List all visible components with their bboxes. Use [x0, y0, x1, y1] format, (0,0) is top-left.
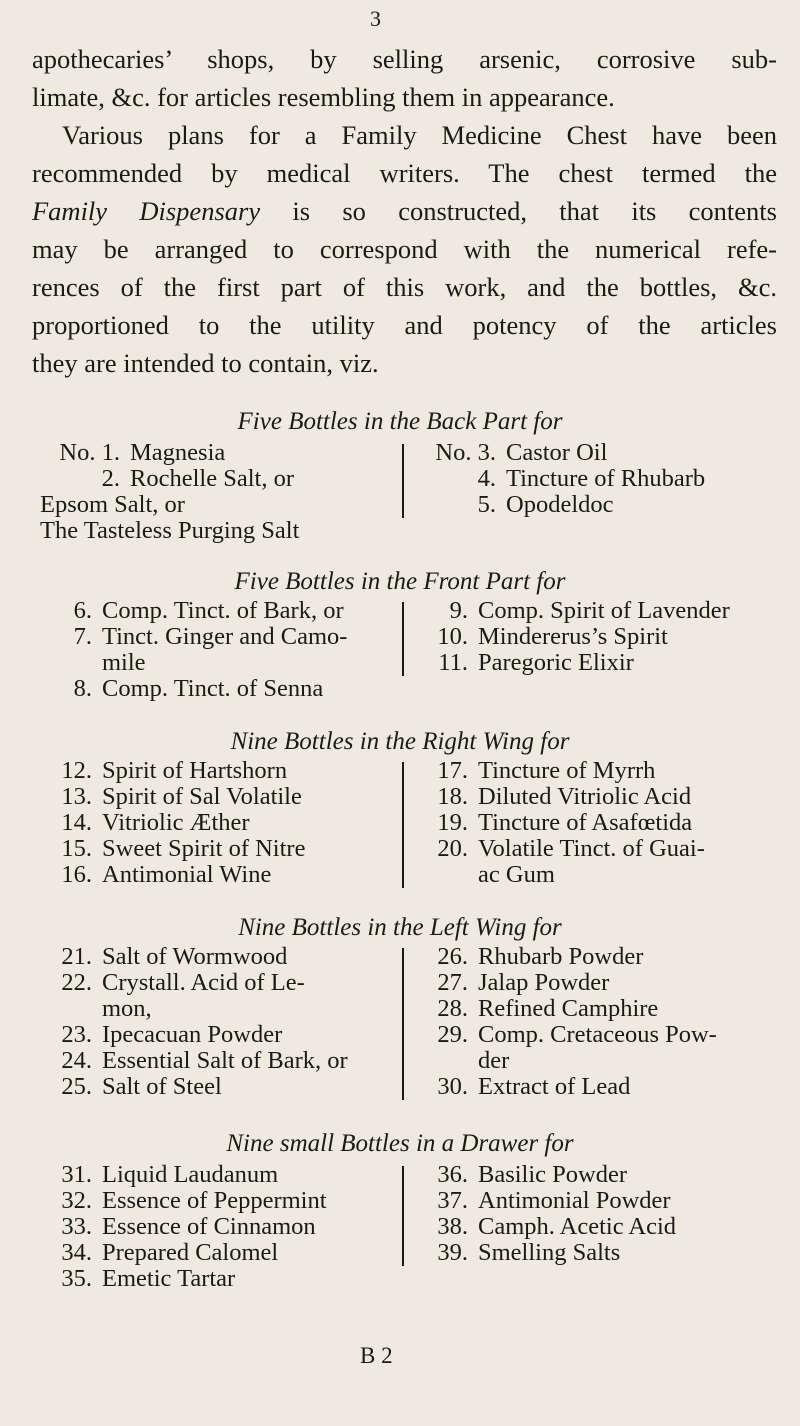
- list-item: 37. Antimonial Powder: [437, 1187, 671, 1214]
- intro-line: recommended by medical writers. The chest termed the: [32, 158, 777, 188]
- list-item: 18. Diluted Vitriolic Acid: [437, 783, 692, 810]
- intro-line: they are intended to contain, viz.: [32, 348, 379, 378]
- section-drawer: [40, 1162, 780, 1302]
- list-item-continuation: mon,: [102, 995, 152, 1022]
- section-title: Five Bottles in the Front Part for: [234, 568, 566, 595]
- list-item: 35. Emetic Tartar: [61, 1265, 236, 1292]
- column-divider: [402, 444, 404, 518]
- list-item: 25. Salt of Steel: [61, 1073, 222, 1100]
- list-item: 26. Rhubarb Powder: [437, 943, 644, 970]
- column-divider: [402, 948, 404, 1100]
- intro-paragraph-1: [32, 40, 777, 116]
- emphasis: Family Dispensary: [32, 196, 261, 226]
- list-item: 6. Comp. Tinct. of Bark, or: [73, 597, 344, 624]
- list-item: 2. Rochelle Salt, or: [101, 465, 294, 492]
- list-item: 12. Spirit of Hartshorn: [61, 757, 288, 784]
- list-item: 14. Vitriolic Æther: [61, 809, 250, 836]
- list-item: 38. Camph. Acetic Acid: [437, 1213, 676, 1240]
- list-item: 16. Antimonial Wine: [61, 861, 272, 888]
- section-title: Nine Bottles in the Right Wing for: [230, 728, 570, 755]
- section-back-part: [40, 440, 780, 550]
- list-item: 7. Tinct. Ginger and Camo-: [73, 623, 348, 650]
- list-item: 10. Mindererus’s Spirit: [437, 623, 668, 650]
- list-item: 11. Paregoric Elixir: [438, 649, 634, 676]
- column-divider: [402, 602, 404, 676]
- list-item-continuation: mile: [102, 649, 146, 676]
- list-item-continuation: The Tasteless Purging Salt: [40, 517, 300, 544]
- list-item: 9. Comp. Spirit of Lavender: [449, 597, 730, 624]
- page-number: 3: [370, 6, 381, 31]
- intro-line: apothecaries’ shops, by selling arsenic, corrosive sub-: [32, 44, 777, 74]
- intro-line: proportioned to the utility and potency of the articles: [32, 310, 777, 340]
- list-item: 24. Essential Salt of Bark, or: [61, 1047, 348, 1074]
- section-front-part: [40, 598, 780, 708]
- intro-line: limate, &c. for articles resembling them in appearance.: [32, 82, 615, 112]
- intro-line: Family Dispensary is so constructed, that its contents: [32, 196, 777, 226]
- list-item: 20. Volatile Tinct. of Guai-: [437, 835, 705, 862]
- list-item: 21. Salt of Wormwood: [61, 943, 288, 970]
- list-item-continuation: der: [478, 1047, 510, 1074]
- list-item: 29. Comp. Cretaceous Pow-: [437, 1021, 717, 1048]
- list-item: 28. Refined Camphire: [437, 995, 659, 1022]
- intro-line: Various plans for a Family Medicine Chest have been: [62, 120, 777, 150]
- intro-paragraph-2: [32, 116, 777, 382]
- list-item: No. 1. Magnesia: [59, 439, 226, 466]
- list-item: 36. Basilic Powder: [437, 1161, 628, 1188]
- list-item: 19. Tincture of Asafœtida: [437, 809, 693, 836]
- list-item: 4. Tincture of Rhubarb: [477, 465, 706, 492]
- list-item: 34. Prepared Calomel: [61, 1239, 279, 1266]
- list-item: 8. Comp. Tinct. of Senna: [73, 675, 324, 702]
- list-item: 27. Jalap Powder: [437, 969, 610, 996]
- section-title: Nine small Bottles in a Drawer for: [226, 1130, 574, 1157]
- list-item: No. 3. Castor Oil: [435, 439, 608, 466]
- signature-mark: B 2: [360, 1343, 393, 1368]
- list-item: 32. Essence of Peppermint: [61, 1187, 327, 1214]
- list-item: 15. Sweet Spirit of Nitre: [61, 835, 306, 862]
- list-item: 39. Smelling Salts: [437, 1239, 621, 1266]
- intro-line: rences of the first part of this work, and the bottles, &c.: [32, 272, 777, 302]
- list-item: 33. Essence of Cinnamon: [61, 1213, 316, 1240]
- section-title: Nine Bottles in the Left Wing for: [238, 914, 562, 941]
- section-title: Five Bottles in the Back Part for: [237, 408, 563, 435]
- list-item-continuation: Epsom Salt, or: [40, 491, 185, 518]
- list-item: 31. Liquid Laudanum: [61, 1161, 279, 1188]
- section-right-wing: [40, 758, 780, 898]
- section-left-wing: [40, 944, 780, 1114]
- list-item: 5. Opodeldoc: [477, 491, 614, 518]
- column-divider: [402, 1166, 404, 1266]
- list-item: 30. Extract of Lead: [437, 1073, 631, 1100]
- list-item: 22. Crystall. Acid of Le-: [61, 969, 305, 996]
- list-item: 23. Ipecacuan Powder: [61, 1021, 283, 1048]
- list-item: 13. Spirit of Sal Volatile: [61, 783, 302, 810]
- column-divider: [402, 762, 404, 888]
- list-item-continuation: ac Gum: [478, 861, 555, 888]
- list-item: 17. Tincture of Myrrh: [437, 757, 656, 784]
- intro-line: may be arranged to correspond with the numerical refe-: [32, 234, 777, 264]
